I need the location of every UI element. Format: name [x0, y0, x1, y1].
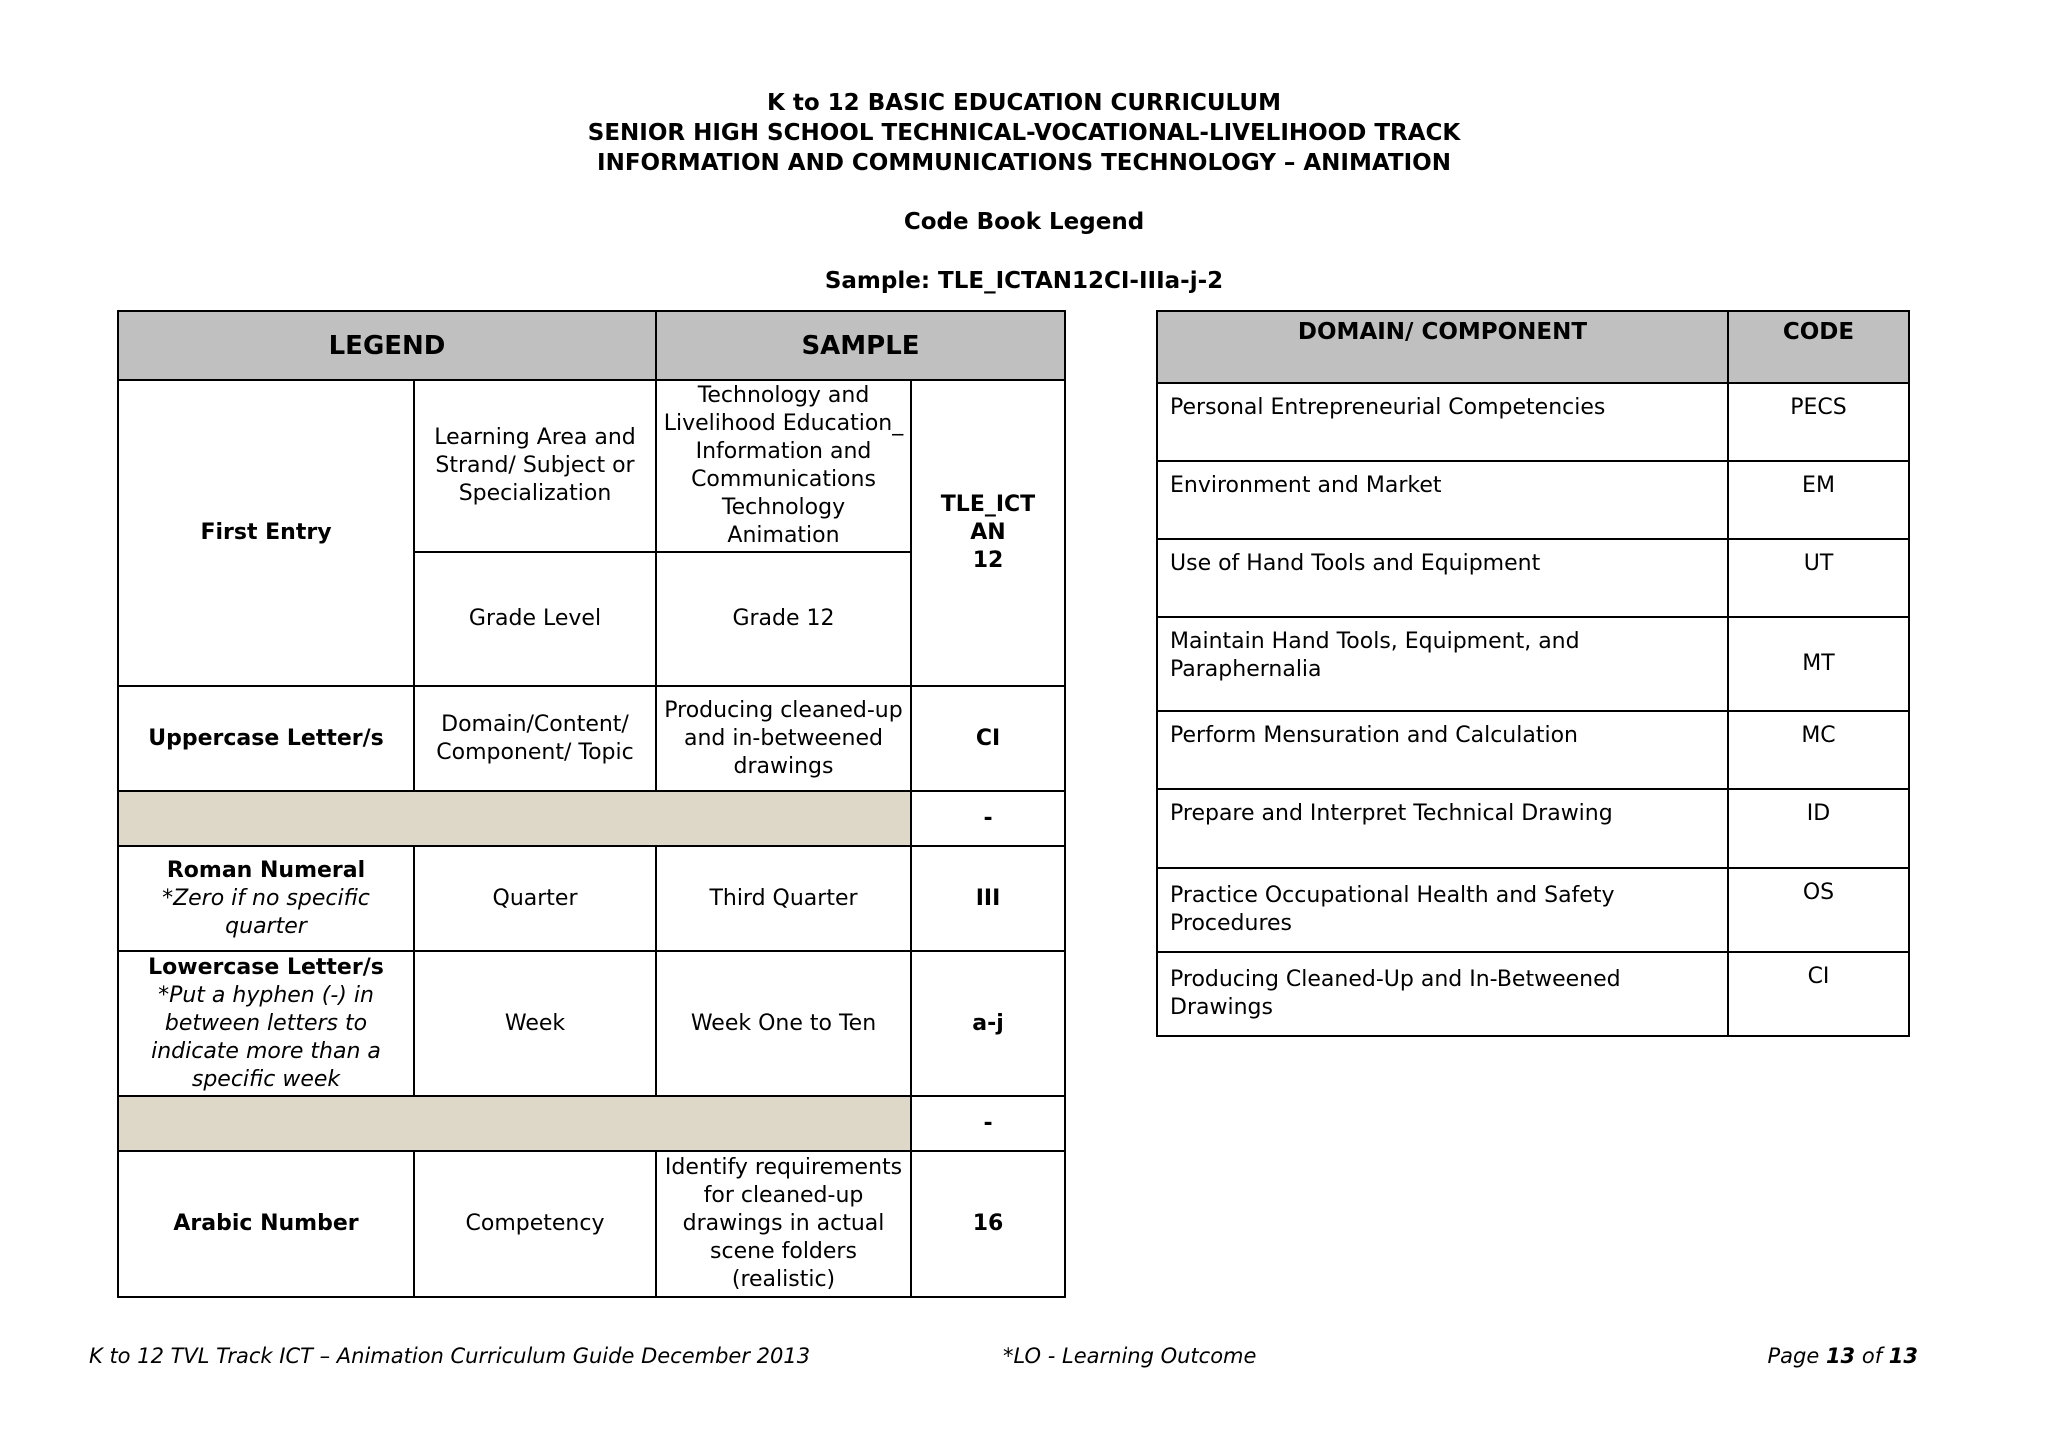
- separator-row: [118, 791, 911, 846]
- first-code-part3: 12: [972, 548, 1004, 573]
- first-code-part2: AN: [970, 520, 1006, 545]
- separator-row: [118, 1096, 911, 1151]
- first-entry-code: [911, 380, 1065, 686]
- learning-area-label: Learning Area and Strand/ Subject or Specialization: [414, 380, 656, 552]
- page-total: 13: [1888, 1344, 1918, 1368]
- first-code-part1: TLE_ICT: [940, 492, 1036, 517]
- domain-code-value: EM: [1728, 461, 1909, 539]
- week-label: Week: [414, 951, 656, 1096]
- uppercase-label: Uppercase Letter/s: [118, 686, 414, 791]
- grade-level-label: Grade Level: [414, 552, 656, 686]
- doc-title-line1: K to 12 BASIC EDUCATION CURRICULUM: [767, 90, 1281, 116]
- domain-name: Environment and Market: [1157, 461, 1728, 539]
- page-prefix: Page: [1767, 1344, 1826, 1368]
- sample-header: SAMPLE: [656, 311, 1065, 380]
- domain-name: Maintain Hand Tools, Equipment, and Paraphernalia: [1157, 617, 1728, 711]
- first-entry-label: First Entry: [118, 380, 414, 686]
- lowercase-note: *Put a hyphen (-) in between letters to indicate more than a specific week: [151, 982, 381, 1092]
- domain-code-value: CI: [1728, 952, 1909, 1036]
- dash-code: -: [911, 791, 1065, 846]
- domain-table: [1156, 310, 1910, 1037]
- domain-code-value: MT: [1728, 617, 1909, 711]
- competency-label: Competency: [414, 1151, 656, 1297]
- week-sample: Week One to Ten: [656, 951, 911, 1096]
- arabic-number-label: Arabic Number: [118, 1151, 414, 1297]
- domain-name: Prepare and Interpret Technical Drawing: [1157, 789, 1728, 868]
- roman-numeral-label: Roman Numeral: [166, 857, 366, 883]
- page-of: of: [1855, 1344, 1889, 1368]
- lowercase-label: Lowercase Letter/s: [148, 954, 384, 980]
- grade-level-sample: Grade 12: [656, 552, 911, 686]
- domain-column-header: DOMAIN/ COMPONENT: [1157, 311, 1728, 383]
- footer-lo-note: *LO - Learning Outcome: [1003, 1344, 1257, 1368]
- domain-name: Producing Cleaned-Up and In-Betweened Drawings: [1157, 952, 1728, 1036]
- code-column-header: CODE: [1728, 311, 1909, 383]
- learning-area-sample: Technology and Livelihood Education_ Information and Communications Technology Animation: [656, 380, 911, 552]
- sample-code: Sample: TLE_ICTAN12CI-IIIa-j-2: [824, 268, 1224, 294]
- code-book-title: Code Book Legend: [903, 209, 1145, 235]
- week-code: a-j: [911, 951, 1065, 1096]
- doc-title-line3: INFORMATION AND COMMUNICATIONS TECHNOLOGY – ANIMATION: [597, 150, 1451, 176]
- doc-title-line2: SENIOR HIGH SCHOOL TECHNICAL-VOCATIONAL-LIVELIHOOD TRACK: [587, 120, 1461, 146]
- domain-code-value: OS: [1728, 868, 1909, 952]
- domain-name: Personal Entrepreneurial Competencies: [1157, 383, 1728, 461]
- competency-sample: Identify requirements for cleaned-up drawings in actual scene folders (realistic): [656, 1151, 911, 1297]
- domain-code-value: PECS: [1728, 383, 1909, 461]
- domain-sample: Producing cleaned-up and in-betweened drawings: [656, 686, 911, 791]
- domain-name: Use of Hand Tools and Equipment: [1157, 539, 1728, 617]
- footer-guide-title: K to 12 TVL Track ICT – Animation Curriculum Guide December 2013: [89, 1344, 811, 1368]
- lowercase-cell: [118, 951, 414, 1096]
- domain-code-value: MC: [1728, 711, 1909, 789]
- roman-numeral-cell: [118, 846, 414, 951]
- competency-code: 16: [911, 1151, 1065, 1297]
- page-current: 13: [1825, 1344, 1856, 1368]
- legend-header: LEGEND: [118, 311, 656, 380]
- quarter-code: III: [911, 846, 1065, 951]
- dash-code: -: [911, 1096, 1065, 1151]
- domain-code: CI: [911, 686, 1065, 791]
- domain-code-value: UT: [1728, 539, 1909, 617]
- domain-name: Practice Occupational Health and Safety Procedures: [1157, 868, 1728, 952]
- quarter-sample: Third Quarter: [656, 846, 911, 951]
- domain-name: Perform Mensuration and Calculation: [1157, 711, 1728, 789]
- domain-label: Domain/Content/ Component/ Topic: [414, 686, 656, 791]
- roman-numeral-note: *Zero if no specific quarter: [162, 885, 370, 939]
- footer-page-number: [1767, 1344, 1918, 1368]
- domain-code-value: ID: [1728, 789, 1909, 868]
- legend-table: [117, 310, 1066, 1298]
- quarter-label: Quarter: [414, 846, 656, 951]
